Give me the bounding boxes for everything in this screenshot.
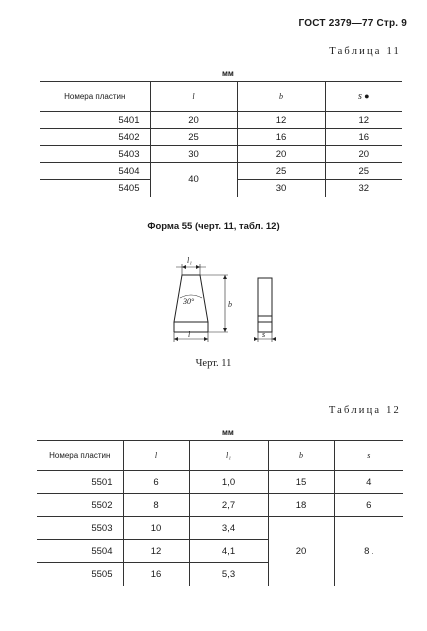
table-cell bbox=[334, 517, 403, 586]
table12-header-b: b bbox=[268, 441, 334, 471]
table-cell: 3,4 bbox=[189, 517, 268, 540]
table-cell: 12 bbox=[123, 540, 189, 563]
table-cell: 4,1 bbox=[189, 540, 268, 563]
table-cell: 5402 bbox=[40, 129, 150, 146]
table-cell: 8 bbox=[123, 494, 189, 517]
table11-unit: мм bbox=[222, 69, 234, 78]
table-cell: 30 bbox=[237, 180, 325, 197]
table-cell: 10 bbox=[123, 517, 189, 540]
table11-header-plate-number: Номера пластин bbox=[40, 82, 150, 112]
table-cell: 12 bbox=[237, 112, 325, 129]
table11-header-s: s bbox=[357, 91, 362, 102]
table12-caption: Таблица 12 bbox=[328, 405, 401, 416]
table-cell: 25 bbox=[150, 129, 237, 146]
ink-dot-icon: . bbox=[369, 548, 374, 556]
table11-header-l: l bbox=[150, 82, 237, 112]
table12-header-l: l bbox=[123, 441, 189, 471]
page-header: ГОСТ 2379—77 Стр. 9 bbox=[298, 18, 407, 29]
table-row bbox=[40, 129, 402, 146]
table-cell: 16 bbox=[237, 129, 325, 146]
table-row bbox=[37, 517, 403, 540]
table-cell: 20 bbox=[237, 146, 325, 163]
table12-unit: мм bbox=[222, 428, 234, 437]
table12-header-row bbox=[37, 441, 403, 471]
figure-caption: Черт. 11 bbox=[195, 358, 232, 369]
table-cell: 18 bbox=[268, 494, 334, 517]
table-cell: 20 bbox=[325, 146, 402, 163]
table-cell: 5403 bbox=[40, 146, 150, 163]
table-cell: 25 bbox=[237, 163, 325, 180]
table11-header-row bbox=[40, 82, 402, 112]
table-cell: 15 bbox=[268, 471, 334, 494]
table11 bbox=[40, 81, 402, 197]
table-cell: 5503 bbox=[37, 517, 123, 540]
table-cell: 6 bbox=[334, 494, 403, 517]
table-cell: 32 bbox=[325, 180, 402, 197]
table-cell: 5404 bbox=[40, 163, 150, 180]
table-cell: 40 bbox=[150, 163, 237, 197]
table-cell: 5401 bbox=[118, 114, 140, 126]
table12-header-s: s bbox=[334, 441, 403, 471]
ink-dot-icon: ● bbox=[364, 91, 370, 101]
table-row bbox=[37, 471, 403, 494]
table-cell: 2,7 bbox=[189, 494, 268, 517]
label-l1: l₁ bbox=[187, 256, 193, 265]
table12-header-l1: l₁ bbox=[189, 441, 268, 471]
form-title: Форма 55 (черт. 11, табл. 12) bbox=[147, 221, 280, 232]
table-cell: 25 bbox=[325, 163, 402, 180]
table-row bbox=[40, 163, 402, 180]
table-cell: 4 bbox=[334, 471, 403, 494]
table-cell: 5405 bbox=[40, 180, 150, 197]
table-cell: 12 bbox=[325, 112, 402, 129]
table-cell: 1,0 bbox=[189, 471, 268, 494]
label-b: b bbox=[228, 300, 232, 309]
table-cell: 5505 bbox=[37, 563, 123, 586]
label-angle: 30° bbox=[183, 297, 195, 306]
table-cell: 20 bbox=[268, 517, 334, 586]
table-cell: 16 bbox=[123, 563, 189, 586]
table-row bbox=[37, 494, 403, 517]
table-row bbox=[40, 146, 402, 163]
table11-caption: Таблица 11 bbox=[329, 46, 401, 57]
table12 bbox=[37, 440, 403, 586]
table-cell: 5502 bbox=[37, 494, 123, 517]
table-cell-value: 8 bbox=[364, 545, 370, 557]
table-cell: 5504 bbox=[37, 540, 123, 563]
table-cell: 20 bbox=[150, 112, 237, 129]
table12-header-plate-number: Номера пластин bbox=[37, 441, 123, 471]
table-cell: 6 bbox=[123, 471, 189, 494]
side-view-outline bbox=[258, 278, 272, 332]
label-s: s bbox=[262, 330, 266, 339]
table-cell: 16 bbox=[325, 129, 402, 146]
table-cell: 5,3 bbox=[189, 563, 268, 586]
table-cell: 5501 bbox=[91, 476, 113, 488]
table-row bbox=[40, 112, 402, 129]
table11-header-b: b bbox=[237, 82, 325, 112]
label-l: l bbox=[188, 330, 191, 339]
table-cell: 30 bbox=[150, 146, 237, 163]
table11-header-s-cell bbox=[325, 82, 402, 112]
technical-drawing bbox=[150, 250, 290, 355]
